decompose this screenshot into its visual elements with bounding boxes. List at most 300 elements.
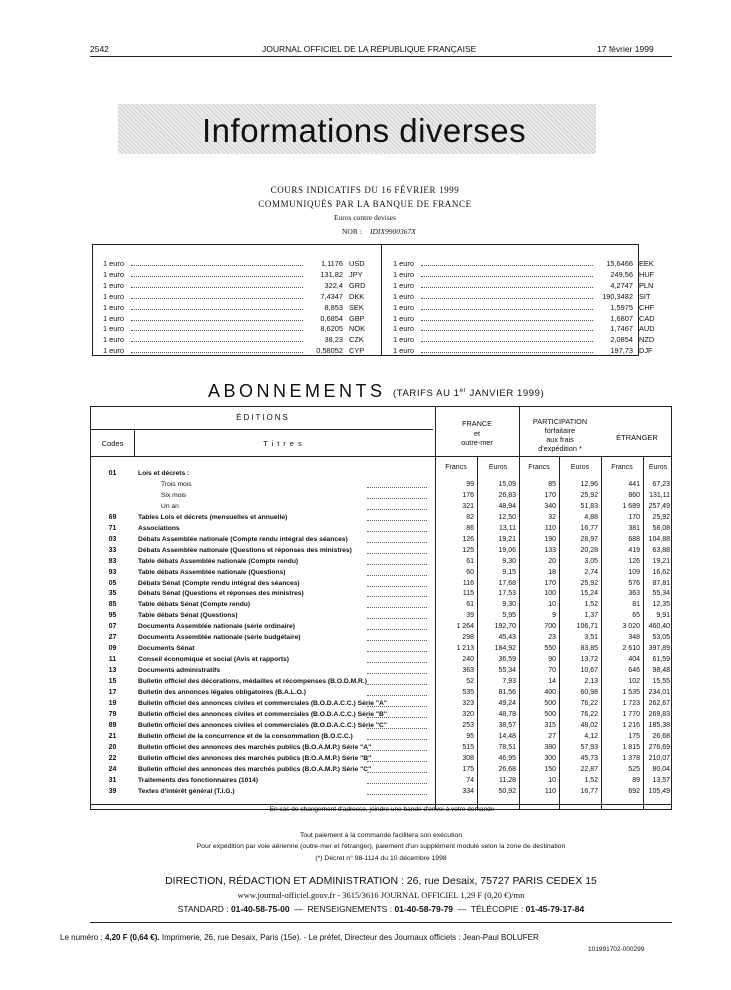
row-value: 49,24 xyxy=(498,699,516,707)
leader-dots xyxy=(421,291,593,299)
row-value: 74 xyxy=(466,776,474,784)
leader-dots xyxy=(421,334,593,342)
row-title: Textes d'intérêt général (T.I.G.) xyxy=(138,787,235,795)
rate-currency-code: PLN xyxy=(639,280,654,290)
leader-dots xyxy=(421,302,593,310)
row-value: 131,11 xyxy=(649,491,670,499)
leader-dots xyxy=(131,345,303,353)
rate-unit: 1 euro xyxy=(103,313,124,323)
row-leader xyxy=(367,695,427,696)
row-value: 13,11 xyxy=(499,524,516,532)
rate-currency-code: SEK xyxy=(349,302,364,312)
row-value: 45,43 xyxy=(498,634,516,642)
rate-left-row xyxy=(103,323,373,334)
row-value: 25,92 xyxy=(652,513,670,521)
leader-dots xyxy=(131,334,303,342)
row-value: 53,05 xyxy=(652,634,670,642)
row-code: 07 xyxy=(108,623,117,631)
row-value: 1,52 xyxy=(584,776,598,784)
row-code: 71 xyxy=(108,524,117,532)
row-value: 10,67 xyxy=(580,667,598,675)
leader-dots xyxy=(131,323,303,331)
nor-value: IDIX9900367X xyxy=(370,227,416,236)
rate-currency-code: DKK xyxy=(349,291,365,301)
row-value: 321 xyxy=(462,502,474,510)
row-value: 25,92 xyxy=(580,579,598,587)
row-value: 500 xyxy=(544,699,556,707)
row-title: Documents Assemblée nationale (série budgétaire) xyxy=(138,634,301,642)
abonnements-table xyxy=(90,406,672,813)
row-title: Bulletin officiel des annonces des marchés publics (B.O.A.M.P.) Série "C" xyxy=(138,765,372,773)
header-codes: Codes xyxy=(101,439,124,448)
rate-value: 1,6807 xyxy=(610,313,633,323)
rate-right-row xyxy=(393,345,663,356)
row-value: 7,93 xyxy=(502,678,516,686)
leader-dots xyxy=(421,258,593,266)
rate-value: 4,2747 xyxy=(610,280,633,290)
row-value: 381 xyxy=(628,524,640,532)
rate-left-row xyxy=(103,345,373,356)
row-value: 61,59 xyxy=(652,656,670,664)
row-value: 234,01 xyxy=(648,689,670,696)
row-value: 67,23 xyxy=(652,480,670,488)
row-title: Documents Sénat xyxy=(138,645,195,653)
row-value: 16,62 xyxy=(652,568,670,576)
footer-line: Le numéro : 4,20 F (0,64 €). Imprimerie, 26, rue Desaix, Paris (15e). - Le préfet, Directeur des Journaux officiels : Jean-Paul BOLUFER xyxy=(60,933,539,942)
row-code: 05 xyxy=(108,579,117,587)
page-date: 17 février 1999 xyxy=(597,44,654,54)
rate-left-row xyxy=(103,291,373,302)
rate-right-row xyxy=(393,323,663,334)
row-value: 65 xyxy=(632,612,640,620)
rate-value: 197,73 xyxy=(610,346,633,356)
leader-dots xyxy=(131,280,303,288)
leader-dots xyxy=(131,258,303,266)
row-value: 81,56 xyxy=(498,689,516,696)
row-value: 126 xyxy=(462,535,474,543)
row-value: 16,77 xyxy=(580,787,598,795)
row-value: 646 xyxy=(628,667,640,675)
rate-unit: 1 euro xyxy=(393,259,414,268)
rate-currency-code: HUF xyxy=(639,269,655,279)
rate-unit: 1 euro xyxy=(103,302,124,312)
row-value: 9 xyxy=(552,612,556,620)
row-value: 76,22 xyxy=(580,710,598,718)
row-leader xyxy=(367,607,427,608)
leader-dots xyxy=(131,313,303,321)
row-leader xyxy=(367,596,427,597)
row-leader xyxy=(367,739,427,740)
row-value: 460,40 xyxy=(648,623,670,631)
row-value: 13,57 xyxy=(652,776,670,784)
row-value: 1 535 xyxy=(622,689,640,696)
abonnements-subtitle: (TARIFS AU 1er JANVIER 1999) xyxy=(393,388,545,400)
row-value: 441 xyxy=(628,480,640,488)
rate-value: 7,4347 xyxy=(320,291,343,301)
rate-unit: 1 euro xyxy=(103,280,124,290)
row-value: 104,88 xyxy=(648,535,670,543)
row-value: 257,49 xyxy=(648,502,670,510)
row-leader xyxy=(367,520,427,521)
rate-right-row xyxy=(393,334,663,345)
row-value: 106,71 xyxy=(576,623,598,631)
row-value: 184,92 xyxy=(494,645,516,653)
row-value: 99 xyxy=(466,480,474,488)
row-leader xyxy=(367,706,427,707)
row-title: Table débats Assemblée nationale (Compte rendu) xyxy=(138,557,299,565)
row-leader xyxy=(367,542,427,543)
row-value: 110 xyxy=(544,787,556,795)
row-title: Trois mois xyxy=(161,480,192,488)
row-leader xyxy=(367,487,427,488)
row-value: 105,49 xyxy=(648,787,670,795)
row-value: 1 378 xyxy=(622,754,640,762)
row-value: 170 xyxy=(544,491,556,499)
row-leader xyxy=(367,717,427,718)
rate-unit: 1 euro xyxy=(103,346,124,356)
row-title: Table débats Sénat (Questions) xyxy=(138,612,238,620)
rate-value: 131,82 xyxy=(320,269,343,279)
row-value: 9,91 xyxy=(656,612,670,620)
row-code: 35 xyxy=(108,590,117,598)
row-leader xyxy=(367,783,427,784)
row-code: 85 xyxy=(108,601,117,609)
rate-value: 1,5975 xyxy=(610,302,633,312)
row-value: 300 xyxy=(544,754,556,762)
rate-currency-code: AUD xyxy=(639,324,655,334)
row-value: 9,15 xyxy=(502,568,516,576)
rate-value: 2,0854 xyxy=(610,335,633,345)
row-value: 315 xyxy=(544,721,556,729)
row-leader xyxy=(367,553,427,554)
row-value: 348 xyxy=(628,634,640,642)
row-code: 31 xyxy=(108,776,117,784)
row-value: 86 xyxy=(466,524,474,532)
rates-divider xyxy=(381,245,382,355)
row-leader xyxy=(367,575,427,576)
row-value: 1 264 xyxy=(456,623,474,631)
row-value: 5,95 xyxy=(502,612,516,620)
rate-unit: 1 euro xyxy=(393,291,414,301)
row-value: 340 xyxy=(544,502,556,510)
rate-unit: 1 euro xyxy=(103,324,124,334)
row-title: Débats Sénat (Compte rendu intégral des séances) xyxy=(138,579,300,587)
row-value: 17,68 xyxy=(498,579,516,587)
row-value: 308 xyxy=(462,754,474,762)
rate-unit: 1 euro xyxy=(393,302,414,312)
row-value: 12,35 xyxy=(652,601,670,609)
rate-currency-code: DJF xyxy=(639,346,653,356)
rate-value: 1,7467 xyxy=(610,324,633,334)
row-code: 93 xyxy=(108,568,117,576)
rate-right-row xyxy=(393,269,663,280)
row-title: Bulletin des annonces légales obligatoires (B.A.L.O.) xyxy=(138,689,306,696)
row-value: 28,97 xyxy=(580,535,598,543)
row-value: 95 xyxy=(466,732,474,740)
rate-currency-code: CZK xyxy=(349,335,364,345)
row-value: 363 xyxy=(628,590,640,598)
footer-rule xyxy=(90,922,672,923)
row-title: Bulletin officiel de la concurrence et de la consommation (B.O.C.C.) xyxy=(138,732,353,740)
row-value: 175 xyxy=(462,765,474,773)
row-value: 52 xyxy=(466,678,474,686)
row-value: 16,77 xyxy=(580,524,598,532)
row-title: Table débats Sénat (Compte rendu) xyxy=(138,601,251,609)
row-title: Associations xyxy=(138,524,180,532)
leader-dots xyxy=(131,302,303,310)
rate-unit: 1 euro xyxy=(393,269,414,279)
row-value: 1,52 xyxy=(584,601,598,609)
rate-left-row xyxy=(103,313,373,324)
row-title: Six mois xyxy=(161,491,187,499)
row-leader xyxy=(367,728,427,729)
row-value: 176 xyxy=(462,491,474,499)
cours-line2: COMMUNIQUÉS PAR LA BANQUE DE FRANCE xyxy=(258,199,472,209)
row-value: 83,85 xyxy=(580,645,598,653)
leader-dots xyxy=(421,345,593,353)
row-value: 25,92 xyxy=(580,491,598,499)
row-value: 61 xyxy=(466,601,474,609)
rate-currency-code: SIT xyxy=(639,291,651,301)
row-value: 13,72 xyxy=(580,656,598,664)
row-code: 13 xyxy=(108,667,117,675)
row-code: 27 xyxy=(108,634,117,642)
rate-value: 190,3482 xyxy=(602,291,633,301)
row-value: 48,02 xyxy=(580,721,598,729)
row-value: 109 xyxy=(628,568,640,576)
row-value: 50,92 xyxy=(498,787,516,795)
row-leader xyxy=(367,794,427,795)
rate-value: 1,1176 xyxy=(320,259,343,268)
header-france-francs: Francs xyxy=(445,464,467,471)
row-value: 14 xyxy=(548,678,556,686)
row-value: 58,08 xyxy=(652,524,670,532)
rate-currency-code: GRD xyxy=(349,280,366,290)
row-code: 09 xyxy=(108,645,117,653)
row-value: 10 xyxy=(548,776,556,784)
row-value: 688 xyxy=(628,535,640,543)
row-code: 21 xyxy=(108,732,117,740)
header-rule xyxy=(90,56,672,57)
rate-unit: 1 euro xyxy=(103,335,124,345)
row-value: 76,22 xyxy=(580,699,598,707)
row-value: 363 xyxy=(462,667,474,675)
row-value: 1,37 xyxy=(584,612,598,620)
row-value: 15,09 xyxy=(498,480,516,488)
rate-left-row xyxy=(103,269,373,280)
row-value: 192,70 xyxy=(494,623,516,631)
rate-unit: 1 euro xyxy=(103,259,124,268)
rate-right-row xyxy=(393,258,663,269)
page-number: 2542 xyxy=(90,44,109,54)
row-value: 210,07 xyxy=(648,754,670,762)
direction-web: www.journal-officiel.gouv.fr - 3615/3616 JOURNAL OFFICIEL 1,29 F (0,20 €)/mn xyxy=(237,890,525,900)
row-value: 48,94 xyxy=(498,502,516,510)
row-value: 2,13 xyxy=(584,678,598,686)
row-code: 03 xyxy=(108,535,117,543)
row-value: 1 213 xyxy=(456,645,474,653)
row-code: 20 xyxy=(108,743,117,751)
row-value: 2,74 xyxy=(584,568,598,576)
row-value: 20,28 xyxy=(580,546,598,554)
row-value: 334 xyxy=(462,787,474,795)
row-value: 3,51 xyxy=(584,634,598,642)
row-value: 80,04 xyxy=(652,765,670,773)
header-france: FRANCE et outre-mer xyxy=(461,419,493,447)
row-value: 1 723 xyxy=(622,699,640,707)
rate-currency-code: USD xyxy=(349,259,365,268)
row-code: 79 xyxy=(108,710,117,718)
row-value: 39 xyxy=(466,612,474,620)
row-leader xyxy=(367,750,427,751)
row-value: 60 xyxy=(466,568,474,576)
rate-value: 15,6466 xyxy=(606,259,633,268)
row-value: 61 xyxy=(466,557,474,565)
row-value: 126 xyxy=(628,557,640,565)
leader-dots xyxy=(131,291,303,299)
row-code: 19 xyxy=(108,699,117,707)
row-value: 115 xyxy=(462,590,474,598)
row-title: Conseil économique et social (Avis et rapports) xyxy=(138,656,289,664)
row-value: 262,67 xyxy=(648,699,670,707)
rate-left-row xyxy=(103,280,373,291)
row-value: 90 xyxy=(548,656,556,664)
row-value: 17,53 xyxy=(498,590,516,598)
row-value: 12,50 xyxy=(498,513,516,521)
row-leader xyxy=(367,629,427,630)
row-value: 15,24 xyxy=(580,590,598,598)
row-value: 89 xyxy=(632,776,640,784)
row-value: 4,88 xyxy=(584,513,598,521)
row-title: Lois et décrets : xyxy=(138,470,190,477)
rate-unit: 1 euro xyxy=(103,269,124,279)
row-title: Documents Assemblée nationale (série ordinaire) xyxy=(138,623,295,631)
section-title: Informations diverses xyxy=(202,112,527,149)
row-value: 26,83 xyxy=(498,491,516,499)
journal-title: JOURNAL OFFICIEL DE LA RÉPUBLIQUE FRANÇAISE xyxy=(262,44,477,54)
change-address-note: En cas de changement d'adresse, joindre une bande d'envoi à votre demande xyxy=(269,806,495,813)
rate-value: 38,23 xyxy=(324,335,343,345)
row-value: 380 xyxy=(544,743,556,751)
row-code: 39 xyxy=(108,787,117,795)
row-value: 18 xyxy=(548,568,556,576)
row-value: 55,34 xyxy=(498,667,516,675)
row-title: Traitements des fonctionnaires (1014) xyxy=(138,776,259,784)
row-value: 9,30 xyxy=(502,557,516,565)
row-value: 1 770 xyxy=(622,710,640,718)
row-value: 397,89 xyxy=(648,645,670,653)
direction-phones: STANDARD : 01-40-58-75-00 — RENSEIGNEMENTS : 01-40-58-79-79 — TÉLÉCOPIE : 01-45-79-17-84 xyxy=(177,904,585,914)
row-value: 98,48 xyxy=(652,667,670,675)
row-value: 576 xyxy=(628,579,640,587)
row-leader xyxy=(367,531,427,532)
header-etr-francs: Francs xyxy=(611,464,633,471)
exchange-rates-box xyxy=(92,244,655,356)
note-decree: (*) Décret n° 98-1114 du 10 décembre 1998 xyxy=(315,855,447,862)
row-value: 19,21 xyxy=(652,557,670,565)
row-value: 70 xyxy=(548,667,556,675)
row-title: Documents administratifs xyxy=(138,667,221,675)
rate-left-row xyxy=(103,258,373,269)
row-value: 55,34 xyxy=(652,590,670,598)
row-title: Débats Sénat (Questions et réponses des ministres) xyxy=(138,590,304,598)
row-value: 1 216 xyxy=(622,721,640,729)
row-value: 26,68 xyxy=(498,765,516,773)
header-part-euros: Euros xyxy=(570,464,590,471)
row-value: 63,88 xyxy=(652,546,670,554)
row-value: 36,59 xyxy=(498,656,516,664)
row-value: 525 xyxy=(628,765,640,773)
row-value: 14,48 xyxy=(498,732,516,740)
row-value: 150 xyxy=(544,765,556,773)
row-value: 45,73 xyxy=(580,754,598,762)
row-leader xyxy=(367,586,427,587)
row-code: 01 xyxy=(108,470,117,477)
rate-right-row xyxy=(393,313,663,324)
rate-currency-code: GBP xyxy=(349,313,365,323)
row-code: 22 xyxy=(108,754,117,762)
rate-right-row xyxy=(393,280,663,291)
cours-line3: Euros contre devises xyxy=(333,213,397,222)
row-value: 22,87 xyxy=(580,765,598,773)
row-value: 60,98 xyxy=(580,689,598,696)
row-value: 82 xyxy=(466,513,474,521)
row-value: 20 xyxy=(548,557,556,565)
row-code: 33 xyxy=(108,546,117,554)
row-value: 500 xyxy=(544,710,556,718)
row-leader xyxy=(367,761,427,762)
row-value: 12,96 xyxy=(580,480,598,488)
header-france-euros: Euros xyxy=(488,464,508,471)
row-title: Débats Assemblée nationale (Questions et réponses des ministres) xyxy=(138,546,352,554)
row-value: 27 xyxy=(548,732,556,740)
row-value: 1 689 xyxy=(622,502,640,510)
row-value: 4,12 xyxy=(584,732,598,740)
row-title: Table débats Assemblée nationale (Questions) xyxy=(138,568,286,576)
row-leader xyxy=(367,673,427,674)
leader-dots xyxy=(421,313,593,321)
row-value: 57,93 xyxy=(580,743,598,751)
row-value: 323 xyxy=(462,699,474,707)
row-leader xyxy=(367,509,427,510)
row-value: 276,69 xyxy=(648,743,670,751)
row-code: 83 xyxy=(108,557,117,565)
row-value: 19,06 xyxy=(498,546,516,554)
leader-dots xyxy=(421,280,593,288)
row-value: 100 xyxy=(544,590,556,598)
row-value: 269,83 xyxy=(648,710,670,718)
row-value: 85 xyxy=(548,480,556,488)
row-value: 19,21 xyxy=(498,535,516,543)
rate-left-row xyxy=(103,334,373,345)
row-value: 240 xyxy=(462,656,474,664)
rate-unit: 1 euro xyxy=(393,280,414,290)
rate-currency-code: EEK xyxy=(639,259,654,268)
rate-value: 322,4 xyxy=(324,280,343,290)
row-value: 3,05 xyxy=(584,557,598,565)
row-title: Bulletin officiel des annonces civiles et commerciales (B.O.D.A.C.C.) Série "C" xyxy=(138,721,388,729)
rate-unit: 1 euro xyxy=(393,313,414,323)
row-code: 89 xyxy=(108,721,117,729)
row-value: 692 xyxy=(628,787,640,795)
row-value: 38,57 xyxy=(498,721,516,729)
abonnements-title: ABONNEMENTS xyxy=(208,381,386,401)
row-value: 11,28 xyxy=(499,776,516,784)
row-code: 95 xyxy=(108,612,117,620)
header-participation: PARTICIPATION forfaitaire aux frais d'expédition * xyxy=(532,417,588,453)
row-value: 860 xyxy=(628,491,640,499)
row-value: 298 xyxy=(462,634,474,642)
